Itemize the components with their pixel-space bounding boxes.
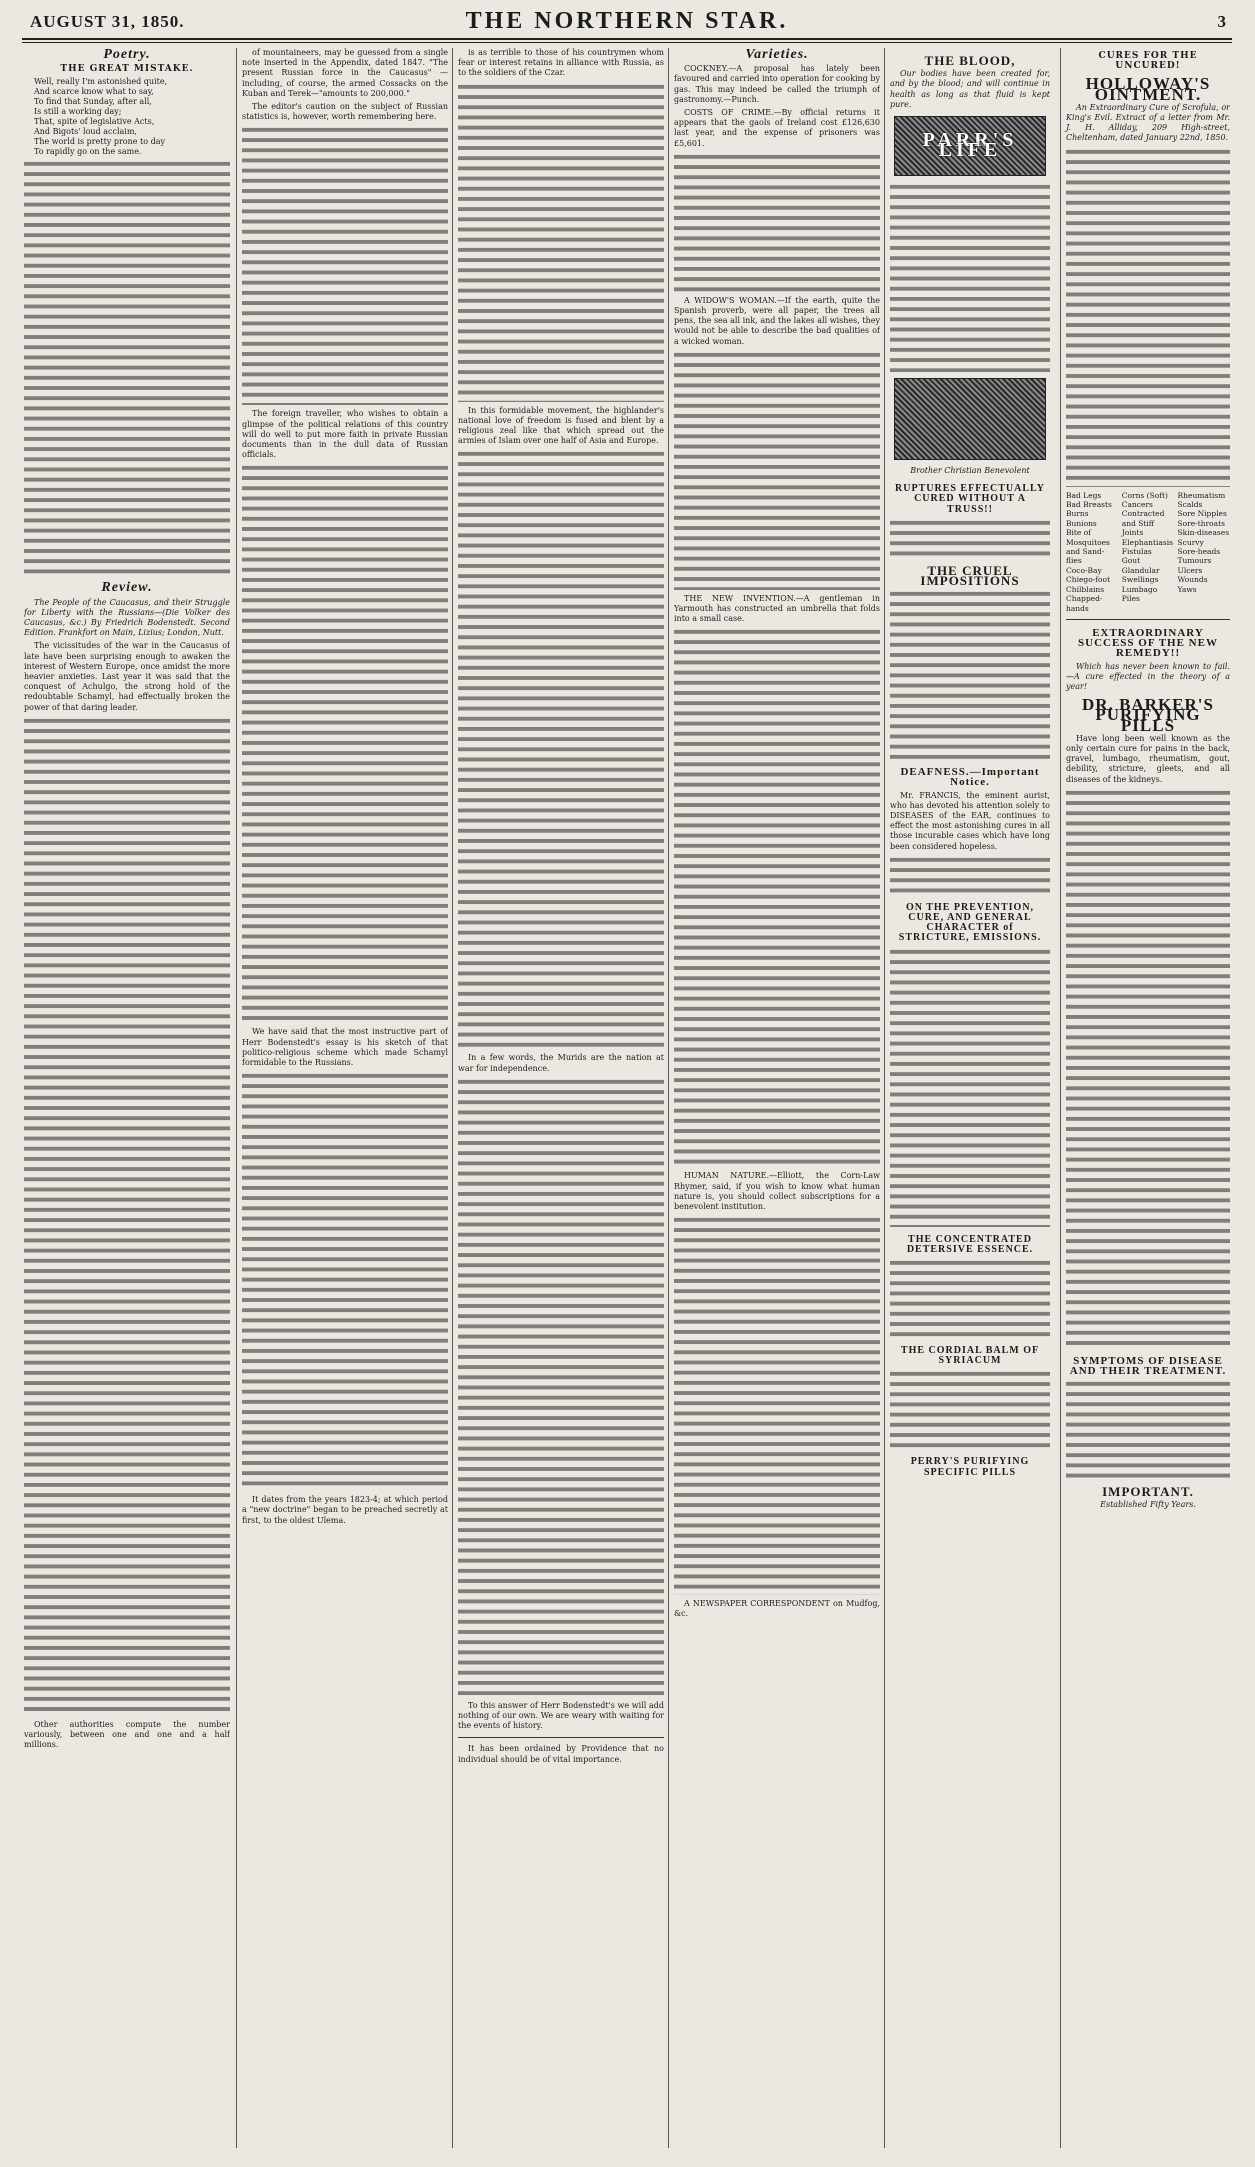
ad-text-block [890,518,1050,558]
article-paragraph: The editor's caution on the subject of Russian statistics is, however, worth remembering here. [242,102,448,122]
ad-heading-cruel-impositions: THE CRUEL IMPOSITIONS [920,562,1020,589]
variety-text-block [674,627,880,1167]
article-text-block [242,125,448,405]
article-text-block [458,82,664,402]
variety-text-block [674,350,880,590]
parrs-life-pills-engraving [894,116,1046,176]
banner-text: PARR'S LIFE [922,129,1018,162]
article-paragraph: of mountaineers, may be guessed from a single note inserted in the Appendix, dated 1847. "The present Russian force in the Caucasus" —including, of course, the armed Cossacks on the Kuban and Terek—"amounts to 200,000." [242,48,448,98]
article-paragraph: It dates from the years 1823-4; at which period a "new doctrine" began to be preached secretly at first, to the oldest Ulema. [242,1495,448,1525]
article-text-block [458,449,664,1049]
ailments-list-right: Rheumatism Scalds Sore Nipples Sore-throats Skin-diseases Scurvy Sore-heads Tumours Ulcers Wounds Yaws [1177,490,1230,594]
column-3 [458,48,664,2148]
ad-heading-symptoms: SYMPTOMS OF DISEASE AND THEIR TREATMENT. [1069,1354,1227,1377]
newspaper-title: THE NORTHERN STAR. [465,8,789,34]
ad-heading-prevention: ON THE PREVENTION, CURE, AND GENERAL CHARACTER of STRICTURE, EMISSIONS. [898,901,1042,944]
page-number: 3 [1217,12,1226,31]
ad-subheading: Which has never been known to fail.—A cure effected in the theory of a year! [1066,661,1230,691]
ad-paragraph: Have long been well known as the only certain cure for pains in the back, gravel, lumbago, rheumatism, gout, debility, stricture, gleets, and all diseases of the kidneys. [1066,733,1230,784]
poem-continuation [24,159,230,579]
article-paragraph: In a few words, the Murids are the nation at war for independence. [458,1053,664,1073]
ad-text-block [890,947,1050,1227]
article-paragraph: is as terrible to those of his countrymen whom fear or interest retains in alliance with Russia, as to the soldiers of the Czar. [458,48,664,78]
column-divider [236,48,237,2148]
ad-text-block [1066,147,1230,487]
section-heading-review: Review. [101,580,153,596]
column-2 [242,48,448,2148]
ad-heading-detersive-essence: THE CONCENTRATED DETERSIVE ESSENCE. [906,1233,1034,1255]
ad-subcolumn-right [1066,48,1230,1517]
ad-heading-blood: THE BLOOD, [924,53,1016,68]
article-text-block [242,463,448,1023]
ad-text-block [1066,788,1230,1348]
variety-item: HUMAN NATURE.—Elliott, the Corn-Law Rhymer, said, if you wish to know what human nature is, you should collect subscriptions for a benevolent institution. [674,1171,880,1212]
issue-date: AUGUST 31, 1850. [30,12,185,31]
population-note: Other authorities compute the number variously, between one and one and a half millions. [24,1719,230,1750]
variety-item: COCKNEY.—A proposal has lately been favoured and carried into operation for cooking by gas. This may indeed be called the triumph of gastronomy.—Punch. [674,64,880,104]
column-1 [24,48,230,2148]
poem-title: THE GREAT MISTAKE. [60,64,194,75]
article-paragraph: It has been ordained by Providence that no individual should be of vital importance. [458,1744,664,1764]
masthead-rule-thin [22,42,1232,43]
ad-heading-perrys-pills: PERRY'S PURIFYING SPECIFIC PILLS [910,1456,1030,1478]
ad-heading-important: IMPORTANT. [1102,1484,1194,1500]
column-divider [452,48,453,2148]
engraving-image [894,378,1046,460]
column-4 [674,48,880,2148]
ad-heading-barkers-pills: DR. BARKER'S PURIFYING PILLS [1082,695,1214,735]
poem-body: Well, really I'm astonished quite, And scarce know what to say, To find that Sunday, after all, Is still a working day; That, spite of legislative Acts, And Bigots' loud acclaim, The world is pretty prone to day To rapidly go on the same. [34,77,168,157]
ad-paragraph: An Extraordinary Cure of Scrofula, or King's Evil. Extract of a letter from Mr. J. H. Alliday, 209 High-street, Cheltenham, dated January 22nd, 1850. [1066,102,1230,143]
ad-text-block [1066,1379,1230,1479]
review-title: The People of the Caucasus, and their Struggle for Liberty with the Russians—(Die Volker des Caucasus, &c.) By Friedrich Bodenstedt. Second Edition. Frankfort on Main, Lizius; London, Nutt. [24,597,230,638]
column-5-advertisements [890,48,1230,2148]
ad-text-block [890,182,1050,372]
variety-text-block [674,1215,880,1595]
variety-text-block [674,152,880,292]
ad-heading-cures: CURES FOR THE UNCURED! [1098,51,1198,72]
ad-text-block [890,589,1050,759]
variety-item: COSTS OF CRIME.—By official returns it appears that the gaols of Ireland cost £126,630 last year, and the expense of prisoners was £5,601. [674,108,880,148]
ad-subheading: Established Fifty Years. [1100,1500,1196,1510]
variety-item: A NEWSPAPER CORRESPONDENT on Mudfog, &c. [674,1599,880,1619]
engraving-caption: Brother Christian Benevolent [910,466,1030,476]
variety-item: THE NEW INVENTION.—A gentleman in Yarmouth has constructed an umbrella that folds into a small case. [674,593,880,624]
ad-text-block [890,1369,1050,1449]
masthead [22,8,1232,36]
article-text-block [458,1077,664,1697]
ad-text-block [890,1258,1050,1338]
ad-paragraph: Mr. FRANCIS, the eminent aurist, who has devoted his attention solely to DISEASES of the EAR, continues to effect the most astonishing cures in all those incurable cases which have long been considered hopeless. [890,790,1050,851]
column-divider [668,48,669,2148]
review-text-block [24,716,230,1716]
column-divider [884,48,885,2148]
section-heading-varieties: Varieties. [745,48,809,62]
ailments-list-left: Bad Legs Bad Breasts Burns Bunions Bite of Mosquitoes and Sand-flies Coco-Bay Chiego-foot Chilblains Chapped-hands [1066,490,1112,613]
ailments-table [1066,491,1230,613]
masthead-rule [22,38,1232,40]
ad-heading-cordial-balm: THE CORDIAL BALM OF SYRIACUM [900,1345,1040,1367]
section-heading-poetry: Poetry. [103,48,151,62]
ad-text-block [890,855,1050,895]
ad-heading-extraordinary-success: EXTRAORDINARY SUCCESS OF THE NEW REMEDY!! [1078,626,1218,660]
ad-subcolumn-left [890,48,1050,1481]
ad-subheading: Our bodies have been created for, and by the blood; and will continue in health as long as that fluid is kept pure. [890,69,1050,109]
ad-heading-ruptures: RUPTURES EFFECTUALLY CURED WITHOUT A TRUSS!! [895,483,1045,515]
divider-rule [1066,619,1230,620]
ad-heading-deafness: DEAFNESS.—Important Notice. [900,766,1040,789]
divider-rule [458,1737,664,1738]
ad-heading-holloway: HOLLOWAY'S OINTMENT. [1085,74,1211,104]
ailments-list-middle: Corns (Soft) Cancers Contracted and Stiff Joints Elephantiasis Fistulas Gout Glandular Swellings Lumbago Piles [1121,490,1173,604]
review-paragraph: The vicissitudes of the war in the Caucasus of late have been surprising enough to awaken the interest of Western Europe, once amidst the more heavier anxieties. Last year it was said that the conquest of Achulgo, the strong hold of the redoubtable Schamyl, had effectually broken the power of that daring leader. [24,641,230,712]
article-text-block [242,1071,448,1491]
article-paragraph: To this answer of Herr Bodenstedt's we will add nothing of our own. We are weary with waiting for the events of history. [458,1700,664,1731]
article-paragraph: We have said that the most instructive part of Herr Bodenstedt's essay is his sketch of that politico-religious scheme which made Schamyl formidable to the Russians. [242,1027,448,1068]
ad-subcolumn-divider [1060,48,1061,2148]
article-paragraph: The foreign traveller, who wishes to obtain a glimpse of the political relations of this country will do well to put more faith in private Russian documents than in the dull data of Russian officials. [242,409,448,460]
variety-item: A WIDOW'S WOMAN.—If the earth, quite the Spanish proverb, were all paper, the trees all pens, the sea all ink, and the lakes all wishes, they would not be able to describe the bad qualities of a wicked woman. [674,295,880,346]
article-paragraph: In this formidable movement, the highlander's national love of freedom is fused and blent by a religious zeal like that which spread out the armies of Islam over one half of Asia and Europe. [458,405,664,446]
